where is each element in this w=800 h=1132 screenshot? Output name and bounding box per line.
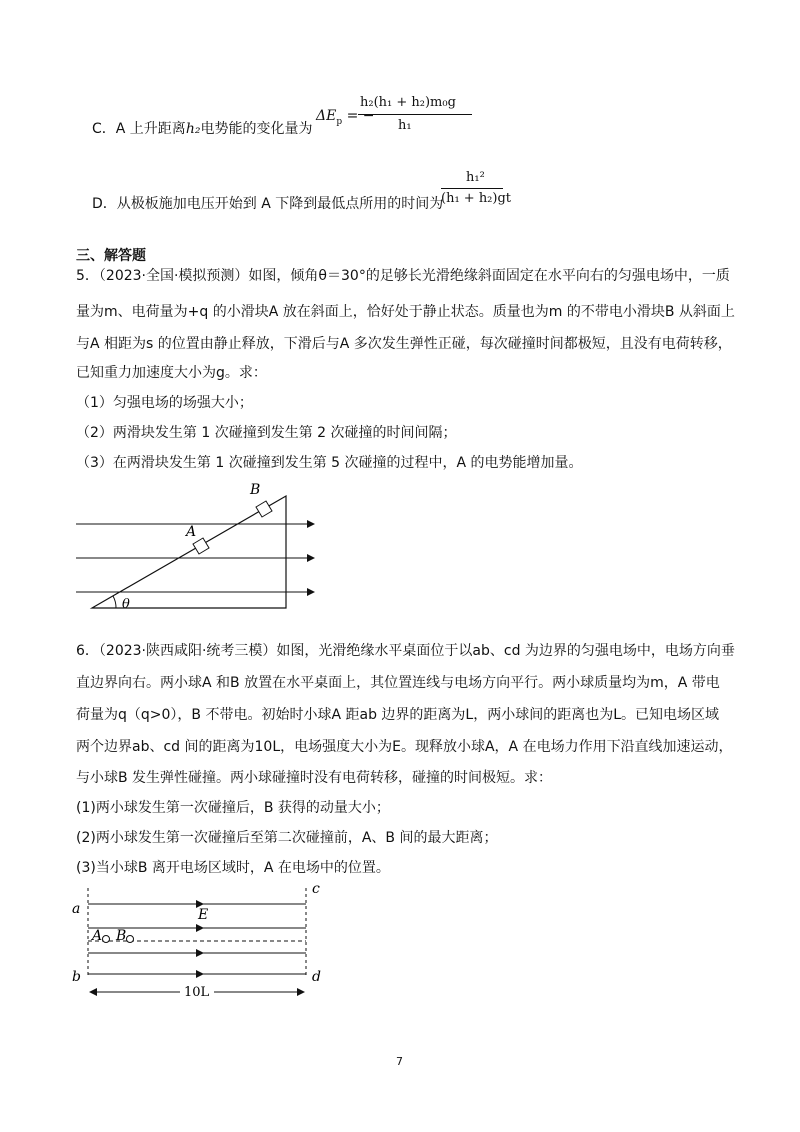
- option-c-label: C．A 上升距离: [92, 121, 186, 137]
- label-theta: θ: [122, 597, 130, 612]
- option-d-fraction-bar: [441, 188, 503, 189]
- q6-line: 与小球B 发生弹性碰撞。两小球碰撞时没有电荷转移，碰撞的时间极短。求：: [76, 770, 553, 786]
- q6-line: 直边界向右。两小球A 和B 放置在水平桌面上，其位置连线与电场方向平行。两小球质量均为m，A 带电: [76, 675, 720, 691]
- label-c-boundary: c: [312, 882, 320, 897]
- option-d-numerator: h₁²: [466, 170, 485, 185]
- angle-arc: [113, 596, 116, 608]
- option-c-lhs: $\Delta E_p$ = −: [316, 108, 375, 127]
- option-d-denominator: (h₁ + h₂)gt: [441, 191, 512, 206]
- label-a-boundary: a: [72, 901, 81, 917]
- q6-line: 6．（2023·陕西咸阳·统考三模）如图，光滑绝缘水平桌面位于以ab、cd 为边界的匀强电场中，电场方向垂: [76, 643, 735, 659]
- option-c: [92, 118, 312, 138]
- incline-triangle: [92, 496, 286, 608]
- q5-line: 5．（2023·全国·模拟预测）如图，倾角θ＝30°的足够长光滑绝缘斜面固定在水平向右的匀强电场中，一质: [76, 268, 730, 284]
- q5-line: （3）在两滑块发生第 1 次碰撞到发生第 5 次碰撞的过程中，A 的电势能增加量。: [76, 455, 583, 471]
- option-c-fraction-bar: [358, 114, 472, 115]
- option-d: D．从极板施加电压开始到 A 下降到最低点所用的时间为: [92, 196, 444, 212]
- block-b: [256, 501, 272, 517]
- label-ball-b: B: [116, 928, 127, 944]
- label-field-e: E: [198, 907, 209, 923]
- ball-b: [127, 936, 134, 943]
- option-c-var: h₂: [185, 121, 201, 137]
- q6-line: (3)当小球B 离开电场区域时，A 在电场中的位置。: [76, 860, 390, 876]
- q5-line: （2）两滑块发生第 1 次碰撞到发生第 2 次碰撞的时间间隔；: [76, 425, 457, 441]
- section-title: 三、解答题: [76, 248, 146, 264]
- block-a: [193, 538, 209, 554]
- option-c-denominator: h₁: [398, 118, 412, 133]
- q5-line: （1）匀强电场的场强大小；: [76, 395, 253, 411]
- page-number: 7: [396, 1055, 403, 1068]
- label-d-boundary: d: [312, 969, 321, 985]
- q5-line: 量为m、电荷量为+q 的小滑块A 放在斜面上，恰好处于静止状态。质量也为m 的不带电小滑块B 从斜面上: [76, 304, 735, 320]
- q5-line: 已知重力加速度大小为g。求：: [76, 365, 267, 381]
- q6-line: 荷量为q（q>0），B 不带电。初始时小球A 距ab 边界的距离为L，两小球间的距离也为L。已知电场区域: [76, 707, 720, 723]
- q5-line: 与A 相距为s 的位置由静止释放，下滑后与A 多次发生弹性正碰，每次碰撞时间都极短，且没有电荷转移，: [76, 336, 732, 352]
- label-b-boundary: b: [72, 969, 81, 985]
- label-ball-a: A: [92, 928, 103, 944]
- ball-a: [103, 936, 110, 943]
- option-c-numerator: h₂(h₁ + h₂)m₀g: [360, 95, 456, 110]
- q5-figure: [76, 478, 326, 614]
- label-b: B: [250, 482, 261, 498]
- label-distance: 10L: [184, 985, 210, 1000]
- option-c-mid: 电势能的变化量为: [200, 121, 313, 137]
- q6-line: (1)两小球发生第一次碰撞后，B 获得的动量大小；: [76, 800, 390, 816]
- q6-figure: [68, 882, 330, 1006]
- q6-line: 两个边界ab、cd 间的距离为10L，电场强度大小为E。现释放小球A，A 在电场力作用下沿直线加速运动，: [76, 739, 733, 755]
- q6-line: (2)两小球发生第一次碰撞后至第二次碰撞前，A、B 间的最大距离；: [76, 830, 498, 846]
- label-a: A: [186, 524, 197, 540]
